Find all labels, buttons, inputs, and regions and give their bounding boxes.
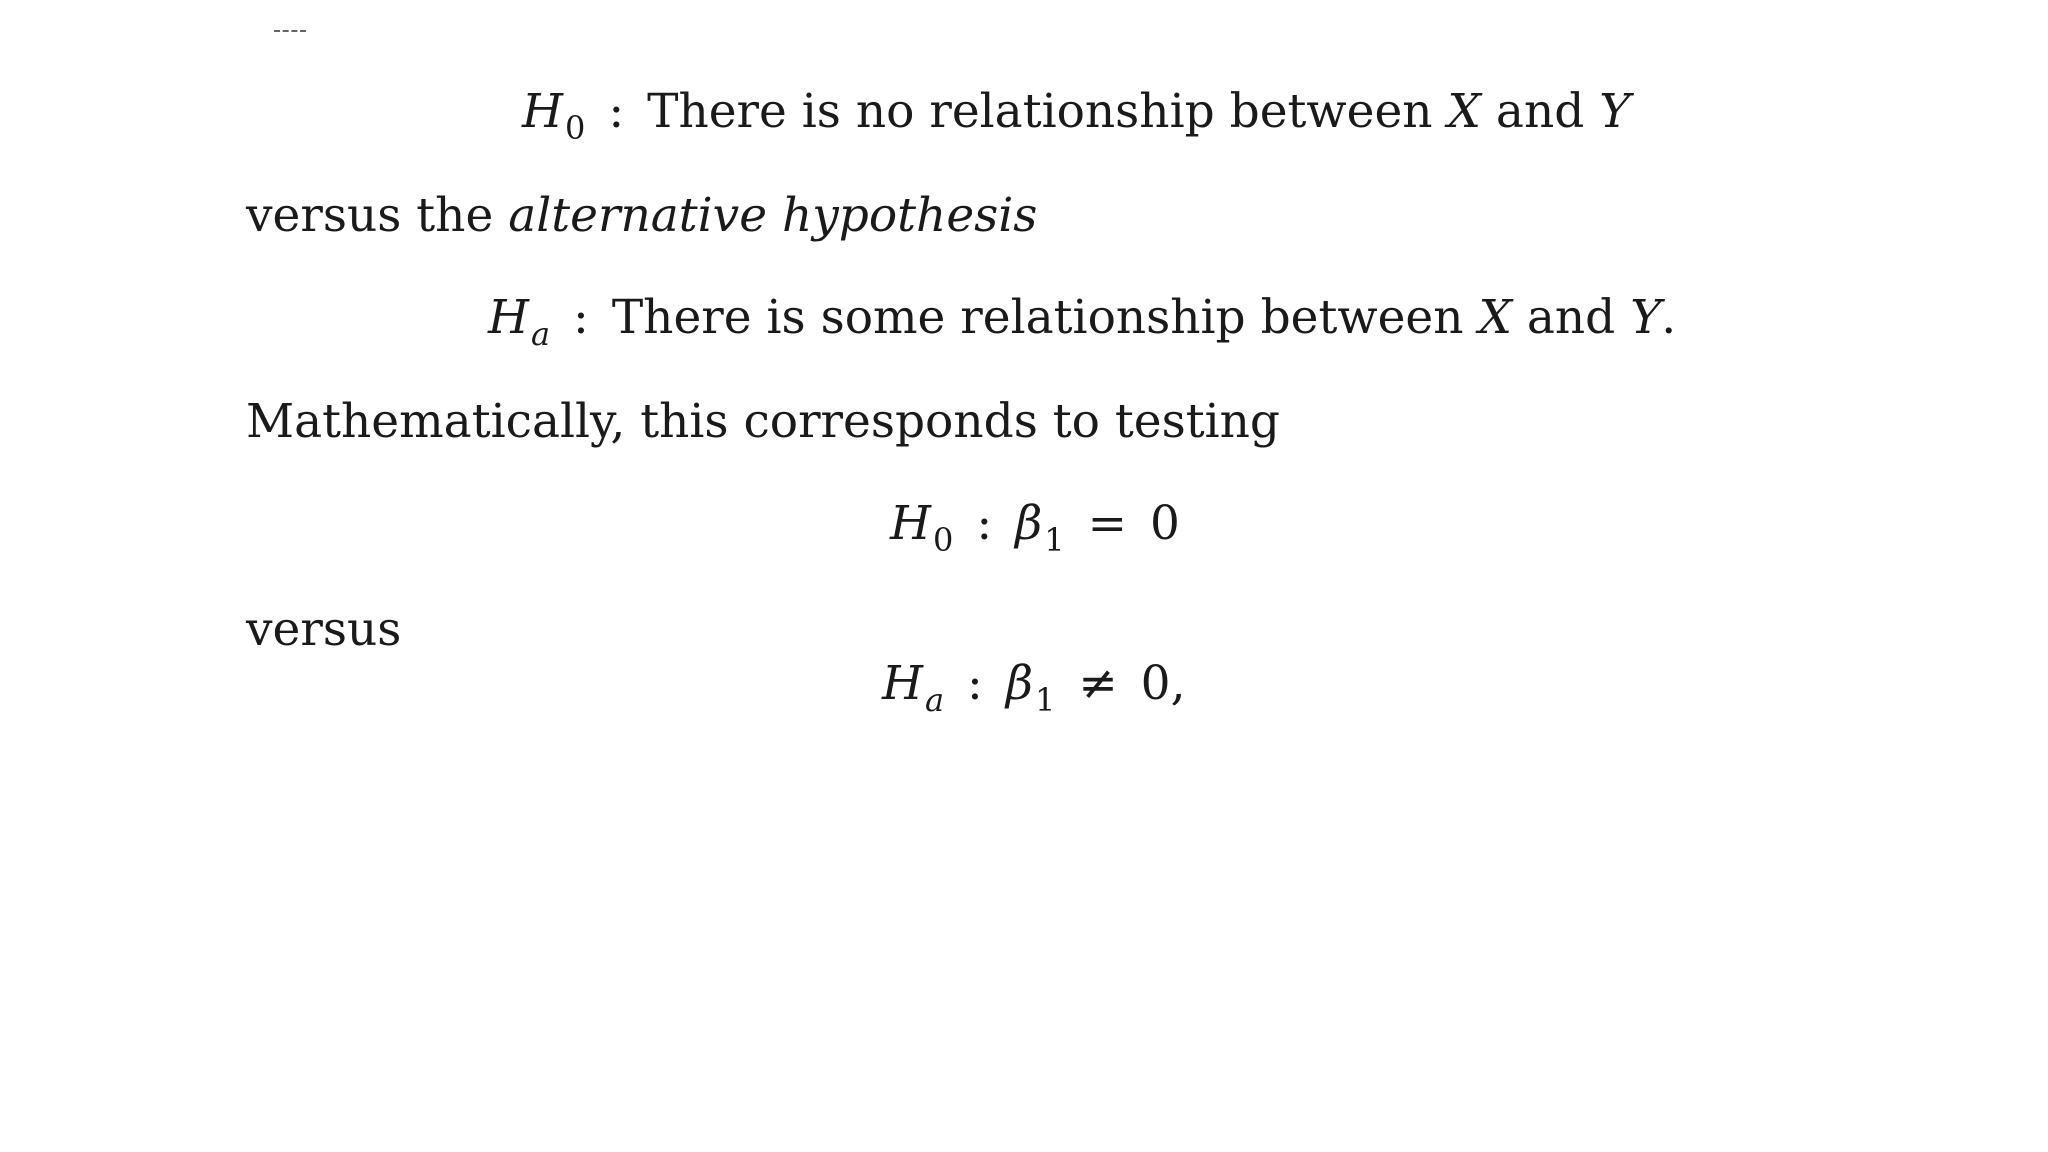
null-math-beta: β: [1015, 496, 1043, 551]
alt-math-colon: :: [967, 656, 983, 711]
math-intro-text: Mathematically, this corresponds to testing: [246, 394, 1280, 449]
null-math-symbol: H: [890, 496, 931, 551]
null-hypothesis-conj: and: [1495, 84, 1585, 139]
alt-math-beta: β: [1005, 656, 1033, 711]
alt-hypothesis-period: .: [1661, 290, 1677, 345]
null-hypothesis-symbol: H: [522, 84, 563, 139]
top-edge-artifact: [274, 30, 306, 32]
alt-hypothesis-var-x: X: [1478, 290, 1512, 345]
alt-hypothesis-colon: :: [573, 290, 589, 345]
alt-math-beta-subscript: 1: [1035, 681, 1056, 719]
alt-math-comma: ,: [1170, 656, 1186, 711]
null-hypothesis-colon: :: [608, 84, 625, 139]
alternative-hypothesis-term: alternative hypothesis: [508, 188, 1038, 243]
alt-hypothesis-statement: [488, 290, 1677, 353]
alt-hypothesis-subscript: a: [531, 315, 551, 353]
null-hypothesis-var-y: Y: [1599, 84, 1631, 139]
alt-hypothesis-conj: and: [1526, 290, 1616, 345]
null-math-beta-subscript: 1: [1044, 521, 1065, 559]
alt-math-symbol: H: [882, 656, 923, 711]
null-math-colon: :: [976, 496, 993, 551]
null-hypothesis-subscript: 0: [565, 109, 586, 147]
null-math-subscript: 0: [933, 521, 954, 559]
null-math-relation: =: [1087, 496, 1127, 551]
null-math-value: 0: [1149, 496, 1180, 551]
versus-the-prefix: versus the: [246, 188, 494, 243]
null-hypothesis-text: There is no relationship between: [647, 84, 1433, 139]
alt-hypothesis-symbol: H: [488, 290, 529, 345]
alt-math-value: 0: [1140, 656, 1171, 711]
null-hypothesis-var-x: X: [1447, 84, 1481, 139]
alt-hypothesis-var-y: Y: [1630, 290, 1662, 345]
null-math-equation: [890, 496, 1180, 559]
versus-alternative-intro: [246, 188, 1038, 243]
alt-hypothesis-text: There is some relationship between: [611, 290, 1464, 345]
alt-math-subscript: a: [925, 681, 945, 719]
null-hypothesis-statement: [522, 84, 1631, 147]
alt-math-relation: ≠: [1078, 656, 1118, 711]
alt-math-equation: [882, 656, 1186, 719]
versus-label: versus: [246, 602, 402, 657]
